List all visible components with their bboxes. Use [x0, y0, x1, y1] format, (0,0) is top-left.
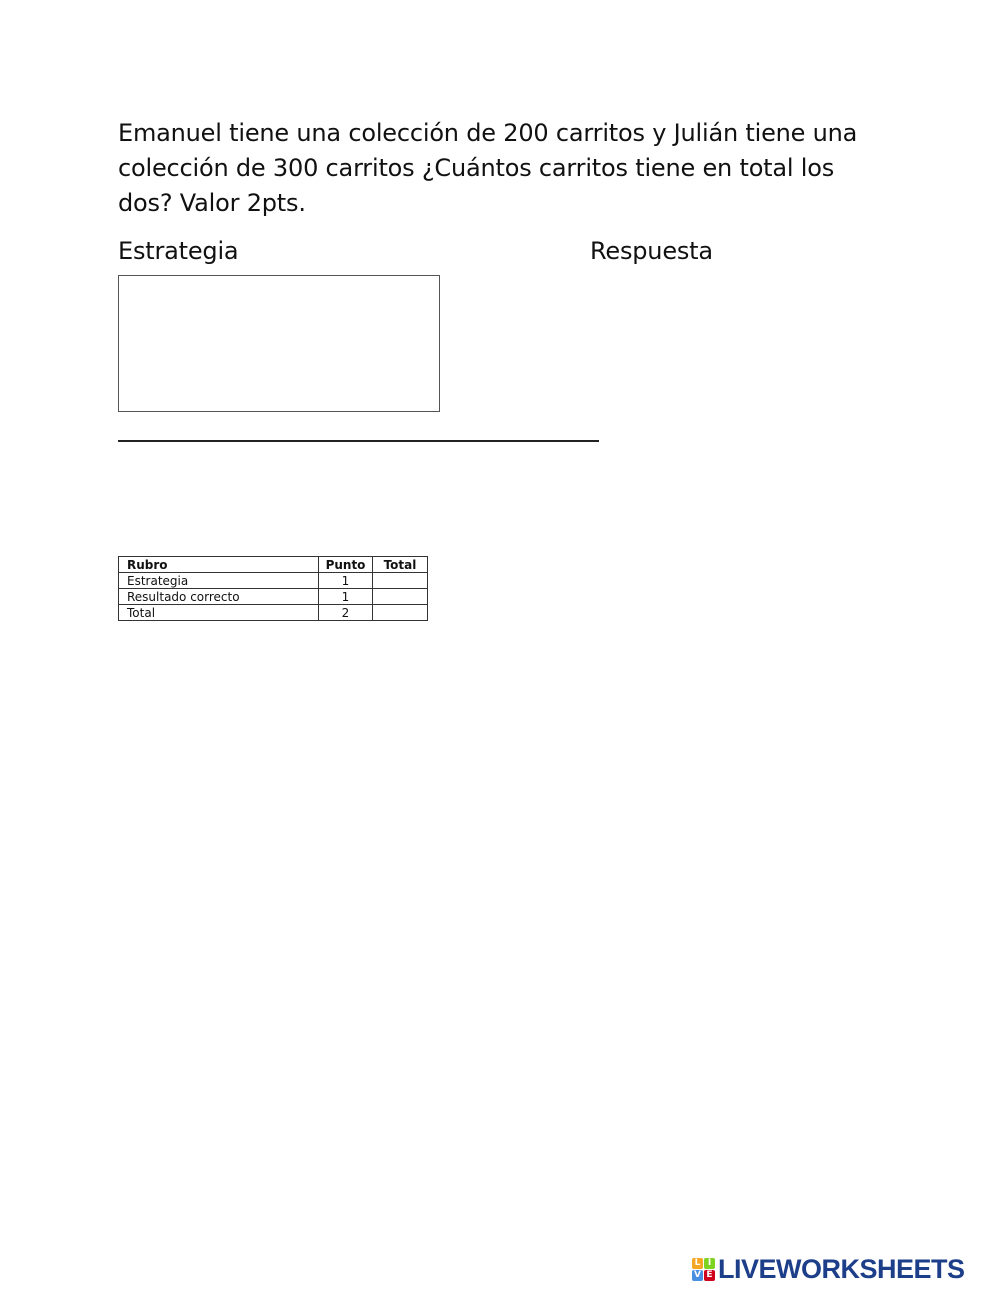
rubric-header-row — [119, 557, 428, 573]
logo-tile-v: V — [692, 1270, 703, 1281]
logo-tile-e: E — [704, 1270, 715, 1281]
table-row — [119, 605, 428, 621]
rubric-header-rubro: Rubro — [119, 557, 319, 573]
rubric-cell-total — [373, 589, 428, 605]
rubric-cell-rubro: Resultado correcto — [119, 589, 319, 605]
question-text: Emanuel tiene una colección de 200 carritos y Julián tiene una colección de 300 carritos ¿Cuántos carritos tiene en total los dos? Valor 2pts. — [118, 119, 858, 217]
rubric-cell-rubro: Estrategia — [119, 573, 319, 589]
rubric-cell-total — [373, 605, 428, 621]
rubric-table — [118, 556, 428, 621]
table-row — [119, 573, 428, 589]
logo-tile-l: L — [692, 1258, 703, 1269]
rubric-cell-punto: 1 — [319, 573, 373, 589]
table-row — [119, 589, 428, 605]
rubric-cell-rubro: Total — [119, 605, 319, 621]
rubric-header-total: Total — [373, 557, 428, 573]
logo-tile-i: I — [704, 1258, 715, 1269]
answer-line[interactable] — [118, 440, 599, 442]
strategy-label: Estrategia — [118, 237, 239, 265]
strategy-drawing-box[interactable] — [118, 275, 440, 412]
liveworksheets-wordmark: LIVEWORKSHEETS — [718, 1254, 965, 1284]
rubric-cell-punto: 2 — [319, 605, 373, 621]
rubric-cell-punto: 1 — [319, 589, 373, 605]
rubric-cell-total — [373, 573, 428, 589]
liveworksheets-brand — [692, 1256, 965, 1282]
answer-label: Respuesta — [590, 237, 713, 265]
liveworksheets-logo-icon — [692, 1258, 715, 1281]
rubric-header-punto: Punto — [319, 557, 373, 573]
